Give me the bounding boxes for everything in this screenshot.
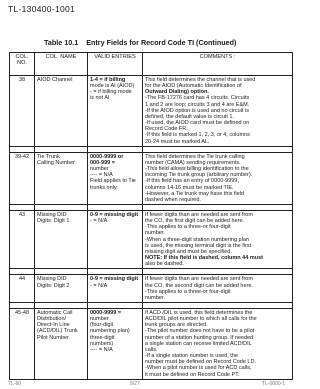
valid-entry-line: 0000-9999 =	[90, 310, 122, 316]
table-number: Table 10.1	[44, 38, 79, 47]
comment-line: -The FB-17276 card has 4 circuits. Circuits	[145, 95, 250, 102]
comment-line: -This field allows billing identification to the	[145, 166, 249, 173]
valid-entry-line: three-digit	[90, 334, 115, 341]
header-valid-entries: VALID ENTRIES	[88, 53, 143, 76]
valid-entry-line: ---- = N/A	[90, 172, 113, 179]
comment-line: missing digit and must be specified.	[145, 248, 232, 255]
header-comments: COMMENTS :	[143, 53, 293, 76]
comment-line: the CO, the first digit can be added here.	[145, 218, 245, 225]
comments-cell	[143, 210, 293, 268]
col-name-line: Pilot Number	[37, 334, 69, 341]
comment-line: number must be defined on Record Code LD.	[145, 359, 256, 366]
valid-entries-cell	[88, 152, 143, 204]
col-name-line: Distribution/	[37, 316, 67, 323]
footer-left: TL-60	[8, 381, 22, 387]
comment-line: also be dashed.	[145, 261, 184, 268]
valid-entries-cell	[88, 309, 143, 380]
col-name-line: Missing DID	[37, 211, 67, 218]
comments-cell	[143, 309, 293, 380]
table-row	[10, 210, 293, 268]
valid-entry-line: number	[90, 166, 109, 173]
comment-line: dashed when required.	[145, 196, 201, 203]
col-name-line: Tie Trunk	[37, 153, 60, 160]
valid-entry-line: numbering plan)	[90, 328, 130, 335]
valid-entry-line: numbers)	[90, 340, 114, 347]
col-name-cell	[35, 152, 88, 204]
comment-line: for the AIOD (Automatic Identification of	[145, 83, 242, 90]
valid-entries-cell	[88, 210, 143, 268]
comment-line: number of a station hunting group. If needed	[145, 334, 254, 341]
comment-line: Record Code FR.	[145, 126, 188, 133]
comment-line: -If this field has an entry of 0000-9999,	[145, 178, 239, 185]
valid-entry-line: is not AI	[90, 95, 110, 102]
table-row	[10, 309, 293, 380]
col-name-cell	[35, 309, 88, 380]
col-number-cell: 39-42	[10, 152, 35, 204]
valid-entry-line: 000-999 =	[90, 159, 115, 166]
valid-entry-line: number	[90, 316, 109, 323]
col-name-line: Digits: Digit 1	[37, 218, 70, 225]
col-name-cell	[35, 210, 88, 268]
col-number-cell: 44	[10, 275, 35, 303]
comments-cell	[143, 275, 293, 303]
entry-fields-table	[9, 52, 293, 380]
col-name-line: Automatic Call	[37, 310, 73, 316]
comment-line: -This applies to a three-or four-digit	[145, 288, 231, 295]
table-title	[44, 38, 236, 47]
comment-line: columns 14-16 must be marked TIE.	[145, 184, 234, 191]
table-row	[10, 152, 293, 204]
comment-line: number.	[145, 230, 165, 237]
comment-line: -If used, the AIOD card must be defined on	[145, 120, 250, 127]
footer-mid: 9/27	[130, 381, 140, 387]
comment-line: number.	[145, 294, 165, 301]
comment-line: If fewer digits than are needed are sent from	[145, 211, 253, 218]
comment-line: is used, the missing terminal digit is the first	[145, 242, 252, 249]
comment-line: -This applies to a three-or four-digit	[145, 224, 231, 231]
col-name-line: Calling Number	[37, 159, 75, 166]
comment-line: -If the AIOD option is used and no circuit is	[145, 107, 249, 114]
valid-entry-line: 0-9 = missing digit	[90, 276, 139, 283]
col-name-line: Direct-In Line	[37, 322, 70, 329]
col-number-cell: 38	[10, 76, 35, 147]
comment-line: -If this field is marked 1, 2, 3, or 4, columns	[145, 132, 250, 139]
comment-line: If fewer digits than are needed are sent from	[145, 276, 253, 283]
valid-entries-cell	[88, 275, 143, 303]
comment-line: -When a pilot number is used for ACD calls,	[145, 365, 252, 372]
table-body	[10, 76, 293, 380]
table-row	[10, 275, 293, 303]
valid-entry-line: 1-4 = if billing	[90, 77, 126, 83]
comment-line: -When a three-digit station numbering plan	[145, 236, 249, 243]
valid-entry-line: - = N/A	[90, 218, 108, 225]
col-number-cell: 43	[10, 210, 35, 268]
col-number-cell: 45-48	[10, 309, 35, 380]
comment-line: defined, the default value is circuit 1.	[145, 113, 234, 120]
valid-entry-line: - = N/A	[90, 282, 108, 289]
comment-line: This field determines the Tie trunk calling	[145, 153, 245, 160]
col-name-line: Missing DID	[37, 276, 67, 283]
header-col-no: COL. NO.	[10, 53, 35, 76]
col-name-line: (ACD/DIL) Trunk	[37, 328, 78, 335]
comment-line: -The pilot number does not have to be a pilot	[145, 328, 255, 335]
table-row	[10, 76, 293, 147]
comment-line: This field determines the channel that is used	[145, 77, 256, 83]
header-col-name: COL. NAME	[35, 53, 88, 76]
footer-right: TL-0000-1	[262, 381, 286, 387]
comment-line: number (CAMA) sending requirements.	[145, 159, 241, 166]
header-row	[10, 53, 293, 76]
col-name-line: Digits: Digit 2	[37, 282, 70, 289]
valid-entry-line: trunks only.	[90, 184, 118, 191]
valid-entries-cell	[88, 76, 143, 147]
comment-line: -If a single station number is used, the	[145, 353, 238, 360]
document-id: TL-130400-1001	[8, 4, 76, 14]
comment-line: it must be defined on Record Code PT.	[145, 371, 240, 378]
comment-line: incoming Tie trunk group (arbitrary number).	[145, 172, 253, 179]
comment-line: -However, a Tie trunk may have this field	[145, 190, 245, 197]
comments-cell	[143, 76, 293, 147]
valid-entry-line: Field applies to Tie	[90, 178, 136, 185]
comments-cell	[143, 152, 293, 204]
comment-line: trunk groups are directed.	[145, 322, 208, 329]
valid-entry-line: 0000-9999 or	[90, 153, 124, 160]
valid-entry-line: (four-digit	[90, 322, 114, 329]
comment-line: If ACD /DIL is used, this field determines the	[145, 310, 253, 316]
comment-line: Outward Dialing) option.	[145, 89, 209, 96]
comment-line: calls.	[145, 346, 158, 353]
comment-line: the CO, the second digit can be added here.	[145, 282, 253, 289]
col-name-cell	[35, 76, 88, 147]
valid-entry-line: 0-9 = missing digit	[90, 211, 139, 218]
comment-line: a single station can receive limited ACD/DIL	[145, 340, 252, 347]
table-caption: Entry Fields for Record Code TI (Continued)	[86, 38, 237, 47]
col-name-cell	[35, 275, 88, 303]
valid-entry-line: - = if billing mode	[90, 89, 132, 96]
comment-line: 1 and 2 are loop; circuits 3 and 4 are E&M.	[145, 101, 250, 108]
comment-line: ACD/DIL pilot number to which all calls for the	[145, 316, 257, 323]
valid-entry-line: ---- = N/A	[90, 346, 113, 353]
comment-line: NOTE: If this field is dashed, column 44 must	[145, 255, 263, 262]
col-name-line: AIOD Channel	[37, 77, 73, 83]
comment-line: 20-24 must be marked AL.	[145, 138, 210, 145]
valid-entry-line: mode is AI (AIOD)	[90, 83, 135, 90]
